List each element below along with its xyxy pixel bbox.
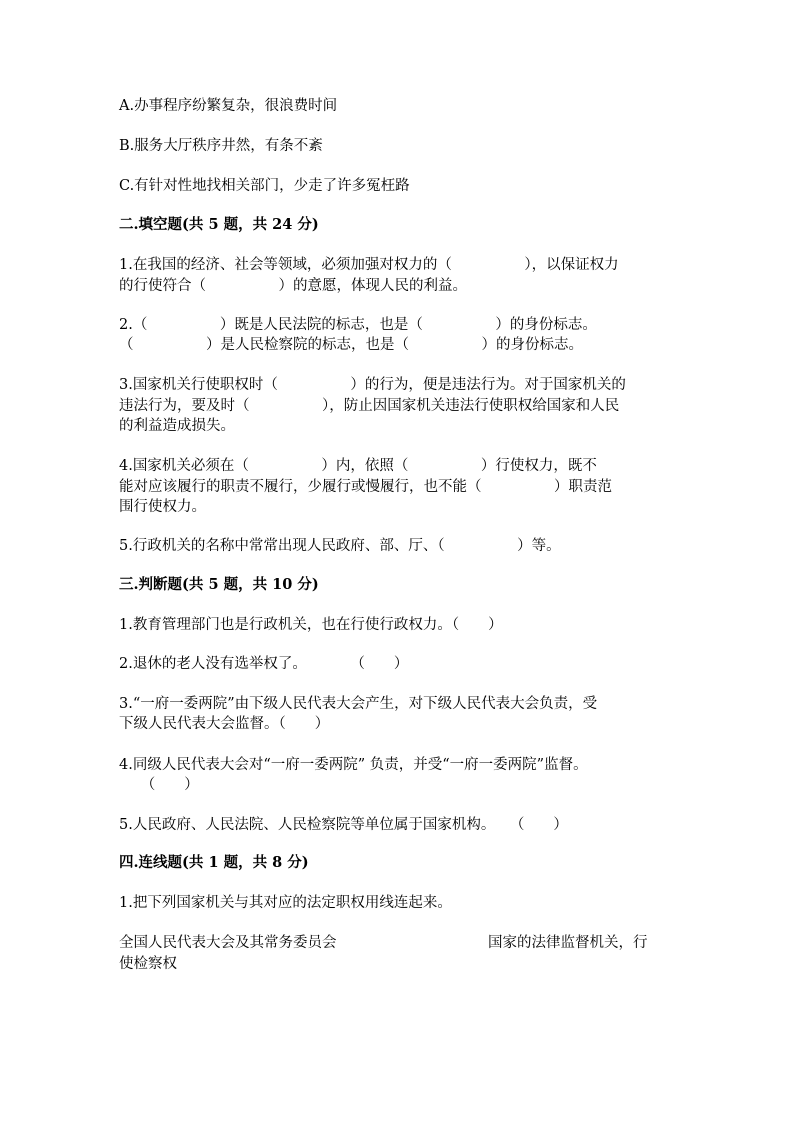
fill-q2-line1: 2.（ ）既是人民法院的标志，也是（ ）的身份标志。 [119, 317, 597, 333]
match-right-item-1-line1: 国家的法律监督机关，行 [488, 935, 648, 951]
section-heading-matching: 四.连线题(共 1 题，共 8 分) [119, 854, 309, 871]
tf-q1: 1.教育管理部门也是行政机关，也在行使行政权力。（ ） [119, 617, 503, 633]
fill-q1-line2: 的行使符合（ ）的意愿，体现人民的利益。 [119, 278, 467, 294]
fill-q3-line2: 违法行为，要及时（ ），防止因国家机关违法行使职权给国家和人民 [119, 398, 620, 414]
fill-q5-line1: 5.行政机关的名称中常常出现人民政府、部、厅、（ ）等。 [119, 538, 561, 554]
tf-q3-line2: 下级人民代表大会监督。（ ） [119, 716, 330, 732]
fill-q3-line3: 的利益造成损失。 [119, 418, 235, 434]
tf-q5: 5.人民政府、人民法院、人民检察院等单位属于国家机构。 （ ） [119, 817, 568, 833]
fill-q4-line3: 围行使权力。 [119, 499, 206, 515]
option-c: C.有针对性地找相关部门，少走了许多冤枉路 [119, 178, 410, 194]
tf-q4-line1: 4.同级人民代表大会对“一府一委两院” 负责，并受“一府一委两院”监督。 [119, 757, 588, 773]
option-b: B.服务大厅秩序井然，有条不紊 [119, 138, 323, 154]
tf-q4-line2: （ ） [119, 777, 199, 793]
tf-q3-line1: 3.“一府一委两院”由下级人民代表大会产生，对下级人民代表大会负责，受 [119, 696, 598, 712]
match-right-item-1-line2: 使检察权 [119, 956, 177, 972]
fill-q2-line2: （ ）是人民检察院的标志，也是（ ）的身份标志。 [119, 337, 583, 353]
section-heading-fill-blank: 二.填空题(共 5 题，共 24 分) [119, 216, 319, 233]
tf-q2: 2.退休的老人没有选举权了。 （ ） [119, 656, 409, 672]
match-q1: 1.把下列国家机关与其对应的法定职权用线连起来。 [119, 895, 452, 911]
fill-q4-line1: 4.国家机关必须在（ ）内，依照（ ）行使权力，既不 [119, 458, 597, 474]
fill-q3-line1: 3.国家机关行使职权时（ ）的行为，便是违法行为。对于国家机关的 [119, 377, 626, 393]
section-heading-true-false: 三.判断题(共 5 题，共 10 分) [119, 576, 319, 593]
match-left-item-1: 全国人民代表大会及其常务委员会 [119, 935, 337, 951]
option-a: A.办事程序纷繁复杂，很浪费时间 [119, 98, 338, 114]
fill-q4-line2: 能对应该履行的职责不履行，少履行或慢履行，也不能（ ）职责范 [119, 479, 612, 495]
fill-q1-line1: 1.在我国的经济、社会等领域，必须加强对权力的（ ），以保证权力 [119, 257, 619, 273]
